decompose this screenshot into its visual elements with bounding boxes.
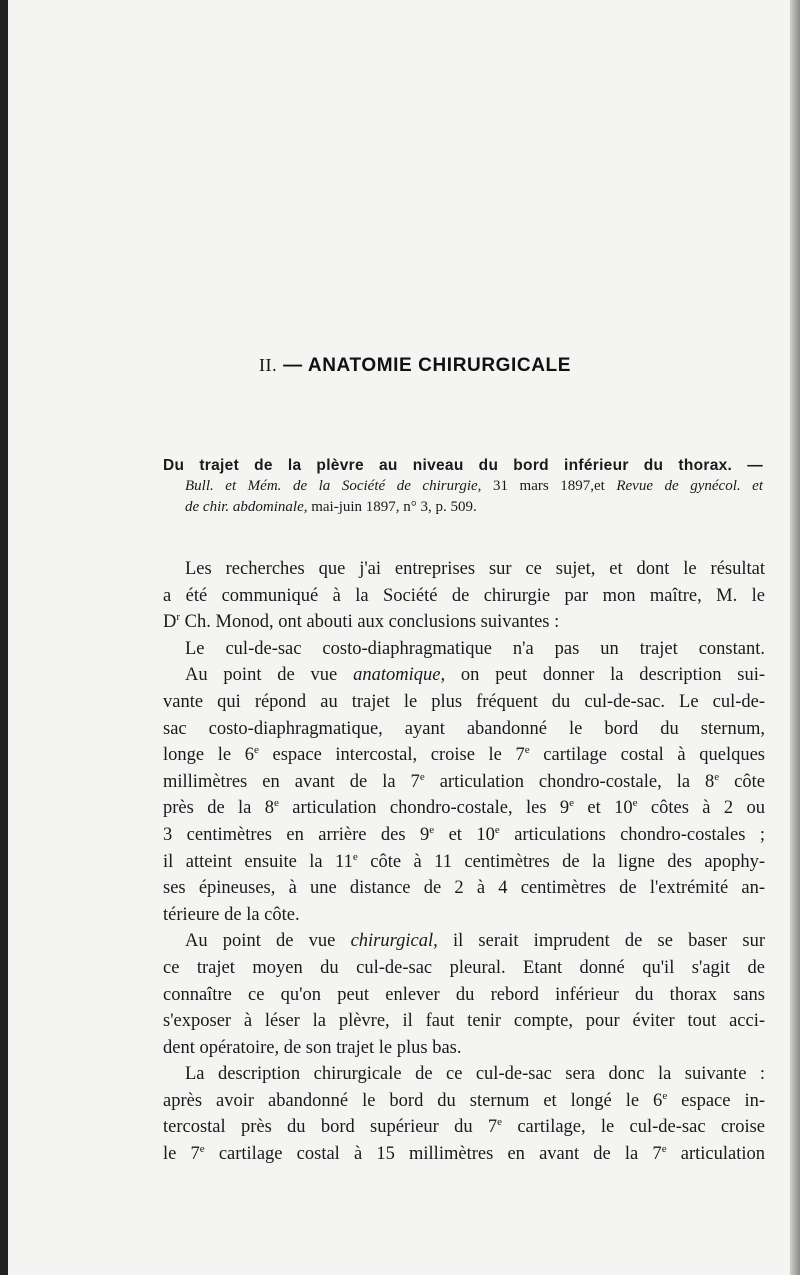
section-number: II. bbox=[258, 355, 278, 375]
text-fragment: près de la 8 bbox=[163, 798, 274, 819]
superscript: e bbox=[494, 823, 500, 836]
text-fragment: espace in- bbox=[667, 1090, 765, 1111]
section-title-text: — ANATOMIE CHIRURGICALE bbox=[283, 355, 572, 376]
text-line: Les recherches que j'ai entreprises sur ce sujet, et dont le résultat bbox=[185, 559, 765, 579]
paragraph-4 bbox=[163, 928, 765, 1061]
text-fragment: articulations chondro-costales ; bbox=[499, 824, 765, 845]
bibliographic-reference bbox=[163, 455, 763, 518]
superscript: e bbox=[661, 1142, 667, 1155]
article-body bbox=[163, 556, 765, 1168]
text-fragment: le 7 bbox=[163, 1144, 200, 1165]
text-line: a été communiqué à la Société de chirurgie par mon maître, M. le bbox=[163, 585, 765, 606]
superscript: e bbox=[429, 823, 435, 836]
paragraph-5 bbox=[163, 1061, 765, 1167]
superscript: e bbox=[253, 744, 259, 756]
text-line bbox=[163, 1141, 765, 1168]
text-fragment: cartilage costal à quelques bbox=[529, 745, 765, 766]
text-line bbox=[163, 928, 765, 955]
text-fragment: Ch. Monod, ont abouti aux conclusions suivantes : bbox=[180, 612, 560, 633]
text-fragment: longe le 6 bbox=[163, 745, 254, 766]
text-line: Le cul-de-sac costo-diaphragmatique n'a pas un trajet constant. bbox=[185, 638, 765, 659]
reference-source-line bbox=[163, 476, 763, 497]
text-fragment: articulation chondro-costale, la 8 bbox=[424, 771, 715, 792]
superscript: e bbox=[524, 744, 530, 756]
superscript: e bbox=[497, 1116, 503, 1129]
text-line: La description chirurgicale de ce cul-de-sac sera donc la suivante : bbox=[185, 1064, 765, 1085]
text-fragment: côtes à 2 ou bbox=[637, 798, 765, 819]
text-line: ses épineuses, à une distance de 2 à 4 centimètres de l'extrémité an- bbox=[163, 878, 765, 899]
emphasis: chirurgical, bbox=[350, 931, 438, 952]
text-line: dent opératoire, de son trajet le plus bas. bbox=[163, 1037, 462, 1058]
section-heading bbox=[0, 355, 800, 377]
scan-edge-left bbox=[0, 0, 8, 1275]
superscript: e bbox=[419, 770, 425, 783]
article-title: Du trajet de la plèvre au niveau du bord inférieur du thorax. — bbox=[163, 457, 763, 474]
text-line bbox=[163, 1088, 765, 1115]
text-fragment: D bbox=[163, 612, 177, 633]
text-fragment: cartilage costal à 15 millimètres en avant de la 7 bbox=[204, 1144, 662, 1165]
paragraph-3 bbox=[163, 662, 765, 928]
text-fragment: cartilage, le cul-de-sac croise bbox=[502, 1117, 765, 1138]
source-journal-2: Revue de gynécol. et bbox=[616, 478, 764, 494]
superscript: e bbox=[569, 797, 575, 810]
text-fragment: et 10 bbox=[434, 824, 495, 845]
text-line: ce trajet moyen du cul-de-sac pleural. Etant donné qu'il s'agit de bbox=[163, 957, 765, 978]
source-issue: mai-juin 1897, n° 3, p. 509. bbox=[307, 499, 477, 515]
superscript: e bbox=[199, 1142, 205, 1155]
emphasis: anatomique, bbox=[353, 665, 446, 686]
text-fragment: articulation chondro-costale, les 9 bbox=[278, 798, 570, 819]
text-fragment: Au point de vue bbox=[185, 931, 351, 952]
source-date: 31 mars 1897,et bbox=[481, 478, 617, 494]
text-fragment: on peut donner la description sui- bbox=[445, 665, 766, 686]
text-line bbox=[163, 609, 765, 636]
text-fragment: côte à 11 centimètres de la ligne des apophy- bbox=[357, 851, 766, 872]
text-fragment: articulation bbox=[666, 1144, 765, 1165]
text-fragment: côte bbox=[719, 771, 765, 792]
text-line bbox=[163, 795, 765, 822]
text-line bbox=[163, 849, 765, 876]
scan-edge-right bbox=[790, 0, 800, 1275]
superscript: r bbox=[176, 611, 181, 624]
superscript: e bbox=[714, 770, 720, 783]
text-fragment: après avoir abandonné le bord du sternum et longé le 6 bbox=[163, 1090, 663, 1111]
text-fragment: tercostal près du bord supérieur du 7 bbox=[163, 1117, 498, 1138]
text-line: sac costo-diaphragmatique, ayant abandonné le bord du sternum, bbox=[163, 718, 765, 739]
text-fragment: Au point de vue bbox=[185, 665, 354, 686]
text-fragment: il serait imprudent de se baser sur bbox=[437, 931, 765, 952]
text-line bbox=[163, 742, 765, 769]
reference-source-line-2 bbox=[163, 497, 763, 518]
text-fragment: millimètres en avant de la 7 bbox=[163, 771, 420, 792]
text-line: s'exposer à léser la plèvre, il faut tenir compte, pour éviter tout acci- bbox=[163, 1011, 765, 1032]
text-fragment: espace intercostal, croise le 7 bbox=[258, 745, 525, 766]
text-line: vante qui répond au trajet le plus fréquent du cul-de-sac. Le cul-de- bbox=[163, 691, 765, 712]
text-fragment: et 10 bbox=[574, 798, 633, 819]
text-line bbox=[163, 769, 765, 796]
text-line: connaître ce qu'on peut enlever du rebord inférieur du thorax sans bbox=[163, 984, 765, 1005]
superscript: e bbox=[352, 850, 358, 863]
text-line bbox=[163, 1114, 765, 1141]
text-line: térieure de la côte. bbox=[163, 904, 300, 925]
superscript: e bbox=[662, 1089, 668, 1102]
superscript: e bbox=[273, 797, 279, 810]
text-line bbox=[163, 662, 765, 689]
text-line bbox=[163, 822, 765, 849]
superscript: e bbox=[632, 797, 638, 810]
source-journal-3: de chir. abdominale, bbox=[185, 499, 308, 515]
paragraph-1 bbox=[163, 556, 765, 636]
text-fragment: il atteint ensuite la 11 bbox=[163, 851, 353, 872]
source-journal-1: Bull. et Mém. de la Société de chirurgie, bbox=[185, 478, 482, 494]
text-fragment: 3 centimètres en arrière des 9 bbox=[163, 824, 430, 845]
paragraph-2 bbox=[163, 636, 765, 663]
